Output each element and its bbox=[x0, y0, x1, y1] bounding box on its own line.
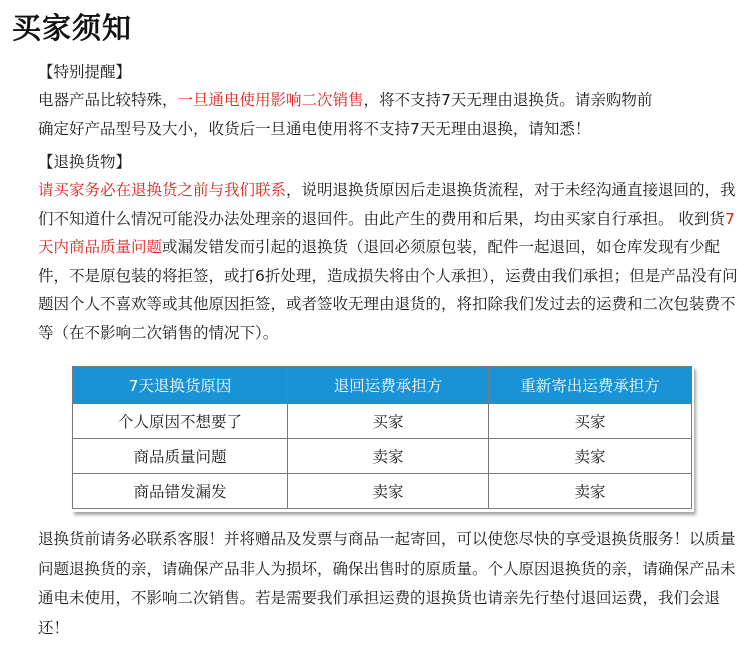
special-notice-section bbox=[38, 58, 738, 143]
returns-section bbox=[38, 148, 738, 347]
cell-reason: 个人原因不想要了 bbox=[73, 404, 288, 439]
special-notice-text-c: 确定好产品型号及大小，收货后一旦通电使用将不支持7天无理由退换，请知悉！ bbox=[38, 119, 591, 138]
returns-highlight-contact: 请买家务必在退换货之前与我们联系 bbox=[38, 181, 287, 199]
header-resend-cost: 重新寄出运费承担方 bbox=[489, 367, 692, 404]
special-notice-highlight: 一旦通电使用影响二次销售 bbox=[177, 91, 364, 109]
cell-resend-cost: 卖家 bbox=[489, 439, 692, 474]
table-header-row bbox=[73, 367, 692, 404]
returns-text bbox=[38, 176, 738, 347]
returns-heading: 【退换货物】 bbox=[38, 153, 132, 171]
shipping-cost-table bbox=[72, 366, 692, 509]
cell-return-cost: 卖家 bbox=[288, 474, 489, 509]
cell-reason: 商品质量问题 bbox=[73, 439, 288, 474]
special-notice-text-b: ，将不支持7天无理由退换货。请亲购物前 bbox=[363, 91, 653, 109]
header-reason: 7天退换货原因 bbox=[73, 367, 288, 404]
returns-text-b: 或漏发错发而引起的退换货（退回必须原包装，配件一起退回，如仓库发现有少配件，不是原包装的将拒签，或打6折处理，造成损失将由个人承担），运费由我们承担；但是产品没有问题因个人不喜欢等或其他原因拒签，或者签收无理由退货的，将扣除我们发过去的运费和二次包装费不等（在不影响二次销售的情况下）。 bbox=[38, 238, 738, 342]
cell-return-cost: 买家 bbox=[288, 404, 489, 439]
table-row bbox=[73, 439, 692, 474]
cell-resend-cost: 买家 bbox=[489, 404, 692, 439]
cell-resend-cost: 卖家 bbox=[489, 474, 692, 509]
cell-return-cost: 卖家 bbox=[288, 439, 489, 474]
table-row bbox=[73, 404, 692, 439]
special-notice-text-a: 电器产品比较特殊， bbox=[38, 91, 178, 109]
table-row bbox=[73, 474, 692, 509]
special-notice-heading: 【特别提醒】 bbox=[38, 63, 132, 81]
cell-reason: 商品错发漏发 bbox=[73, 474, 288, 509]
header-return-cost: 退回运费承担方 bbox=[288, 367, 489, 404]
special-notice-text bbox=[38, 86, 738, 143]
page-title: 买家须知 bbox=[12, 11, 133, 45]
returns-highlight-quality: 7天内商品质量问题 bbox=[38, 209, 735, 256]
returns-text-a: ，说明退换货原因后走退换货流程，对于未经沟通直接退回的，我们不知道什么情况可能没办法处理亲的退回件。由此产生的费用和后果，均由买家自行承担。 收到货 bbox=[38, 181, 736, 228]
after-sales-note: 退换货前请务必联系客服！并将赠品及发票与商品一起寄回，可以使您尽快的享受退换货服务！以质量问题退换货的亲，请确保产品非人为损坏，确保出售时的原质量。个人原因退换货的亲，请确保产品未通电未使用，不影响二次销售。若是需要我们承担运费的退换货也请亲先行垫付退回运费，我们会退还！ bbox=[38, 530, 736, 637]
